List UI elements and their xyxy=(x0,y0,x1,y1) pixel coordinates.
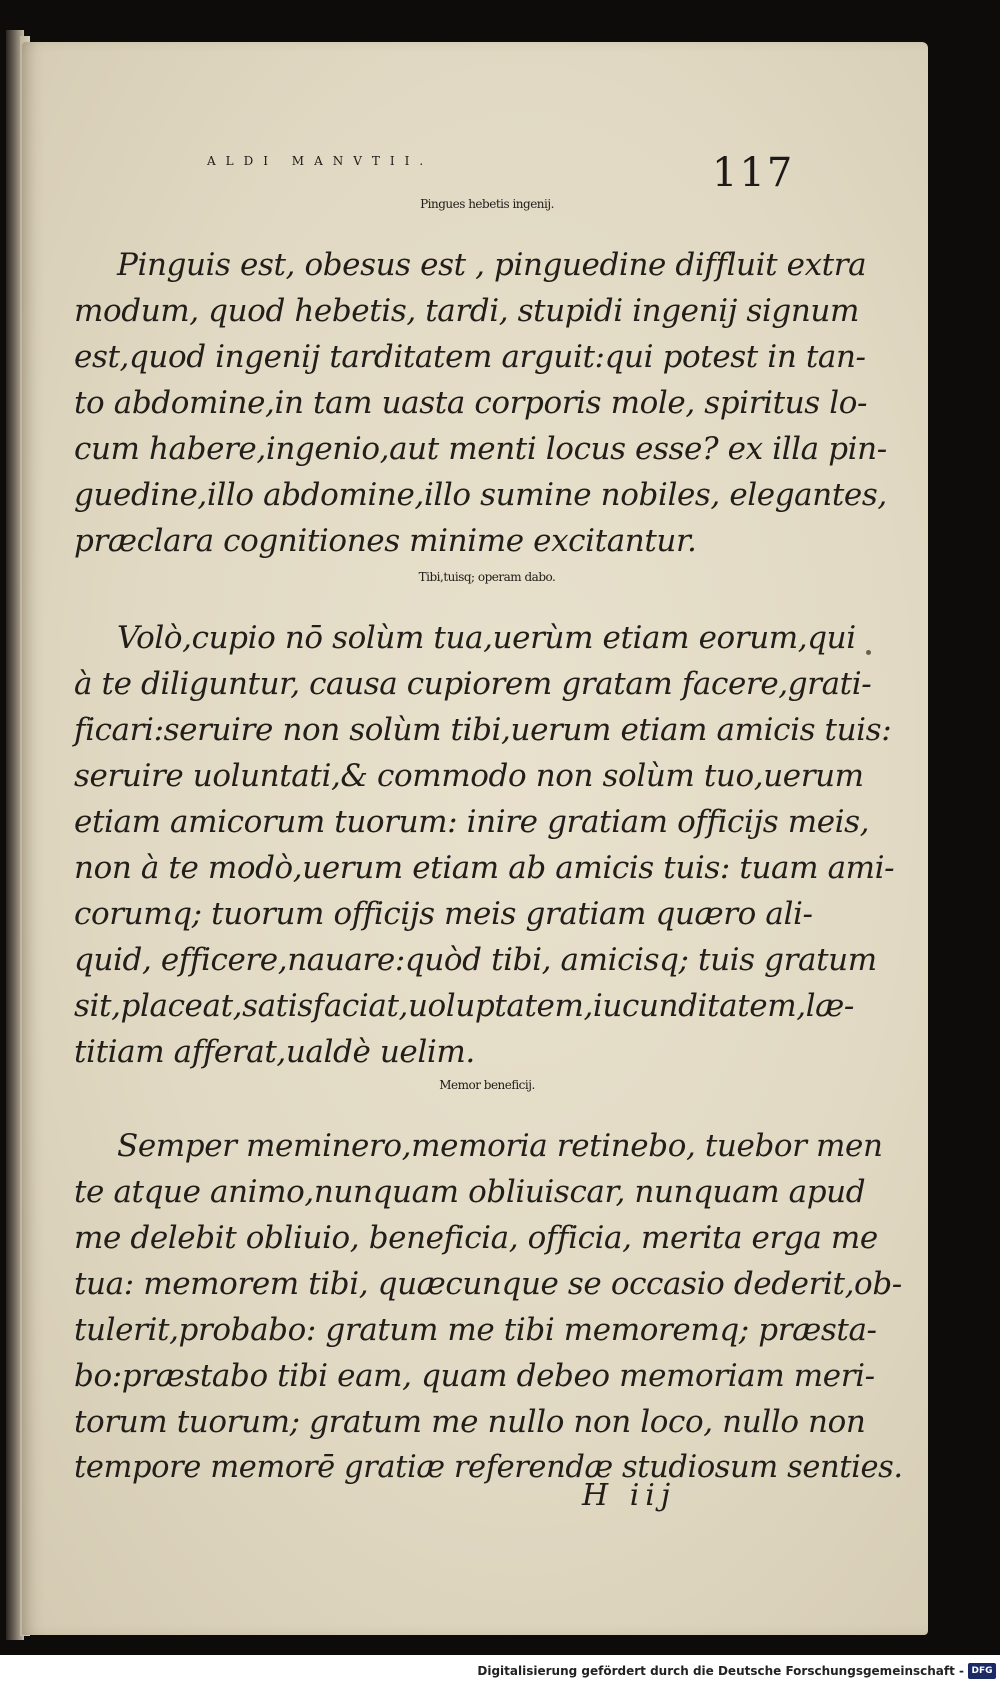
text-line: corumq; tuorum officijs meis gratiam quæro ali- xyxy=(74,896,813,932)
text-line: modum, quod hebetis, tardi, stupidi ingenij signum xyxy=(74,293,859,329)
text-line: seruire uoluntati,& commodo non solùm tuo,uerum xyxy=(74,758,864,794)
text-line: torum tuorum; gratum me nullo non loco, nullo non xyxy=(74,1404,866,1440)
page-number: 117 xyxy=(712,150,795,196)
text-line: cum habere,ingenio,aut menti locus esse? ex illa pin- xyxy=(74,431,887,467)
text-line: ficari:seruire non solùm tibi,uerum etiam amicis tuis: xyxy=(74,712,892,748)
text-line: te atque animo,nunquam obliuiscar, nunquam apud xyxy=(74,1174,866,1210)
text-line: præclara cognitiones minime excitantur. xyxy=(74,523,697,559)
digitization-credit: Digitalisierung gefördert durch die Deutsche Forschungsgemeinschaft - xyxy=(0,1657,1000,1685)
text-line: non à te modò,uerum etiam ab amicis tuis: tuam ami- xyxy=(74,850,895,886)
section-heading: Pingues hebetis ingenij. xyxy=(420,197,554,211)
text-line: tempore memorē gratiæ referendæ studiosum senties. xyxy=(74,1450,903,1485)
text-line: titiam afferat,ualdè uelim. xyxy=(74,1034,475,1070)
text-line: Semper meminero,memoria retinebo, tuebor men xyxy=(117,1128,883,1164)
text-line: tulerit,probabo: gratum me tibi memoremq; præsta- xyxy=(74,1312,877,1348)
text-line: etiam amicorum tuorum: inire gratiam officijs meis, xyxy=(74,804,870,840)
section-heading: Tibi,tuisq; operam dabo. xyxy=(418,570,556,584)
running-head: ALDI MANVTII. xyxy=(207,154,434,168)
text-line: guedine,illo abdomine,illo sumine nobiles, elegantes, xyxy=(74,477,887,513)
section-heading: Memor beneficij. xyxy=(439,1078,535,1092)
text-line: Volò,cupio nō solùm tua,uerùm etiam eorum,qui xyxy=(117,620,856,656)
text-line: tua: memorem tibi, quæcunque se occasio dederit,ob- xyxy=(74,1266,902,1302)
text-line: to abdomine,in tam uasta corporis mole, spiritus lo- xyxy=(74,385,868,421)
text-line: quid, efficere,nauare:quòd tibi, amicisq; tuis gratum xyxy=(74,942,877,978)
text-line: Pinguis est, obesus est , pinguedine diffluit extra xyxy=(117,247,867,283)
text-line: à te diliguntur, causa cupiorem gratam facere,grati- xyxy=(74,666,872,702)
text-line: me delebit obliuio, beneficia, officia, merita erga me xyxy=(74,1220,878,1256)
dfg-logo: DFG xyxy=(968,1663,996,1679)
text-line: sit,placeat,satisfaciat,uoluptatem,iucunditatem,læ- xyxy=(74,988,854,1024)
book-page xyxy=(22,42,928,1635)
signature-mark: H iij xyxy=(582,1478,677,1513)
text-line: bo:præstabo tibi eam, quam debeo memoriam meri- xyxy=(74,1358,875,1394)
paper-speck xyxy=(866,650,871,655)
text-line: est,quod ingenij tarditatem arguit:qui potest in tan- xyxy=(74,339,866,375)
